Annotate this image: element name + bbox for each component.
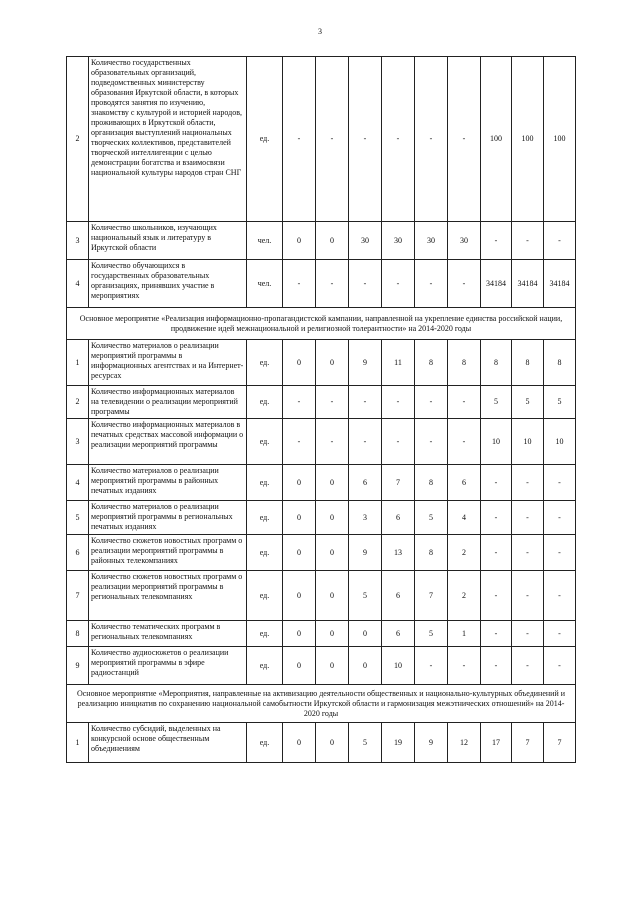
value-cell: 9 bbox=[415, 723, 448, 763]
value-cell: - bbox=[283, 419, 316, 465]
value-cell: 6 bbox=[382, 621, 415, 647]
section-header-row bbox=[67, 685, 576, 723]
row-number: 3 bbox=[67, 419, 89, 465]
indicator-name: Количество аудиосюжетов о реализации мероприятий программы в эфире радиостанций bbox=[89, 647, 247, 685]
section-header-row bbox=[67, 308, 576, 340]
value-cell: - bbox=[512, 535, 544, 571]
value-cell: 0 bbox=[283, 621, 316, 647]
value-cell: 5 bbox=[349, 571, 382, 621]
indicator-name: Количество информационных материалов в печатных средствах массовой информации о реализации мероприятий программы bbox=[89, 419, 247, 465]
value-cell: 30 bbox=[415, 222, 448, 260]
table-row bbox=[67, 57, 576, 222]
indicator-name: Количество тематических программ в региональных телекомпаниях bbox=[89, 621, 247, 647]
value-cell: 0 bbox=[283, 340, 316, 386]
value-cell: - bbox=[382, 386, 415, 419]
value-cell: 100 bbox=[544, 57, 576, 222]
value-cell: - bbox=[448, 419, 481, 465]
value-cell: - bbox=[283, 260, 316, 308]
value-cell: 4 bbox=[448, 501, 481, 535]
table-row bbox=[67, 571, 576, 621]
unit-of-measure: ед. bbox=[247, 621, 283, 647]
table-row bbox=[67, 535, 576, 571]
indicator-name: Количество сюжетов новостных программ о реализации мероприятий программы в региональных телекомпаниях bbox=[89, 571, 247, 621]
value-cell: 30 bbox=[382, 222, 415, 260]
indicator-name: Количество субсидий, выделенных на конкурсной основе общественным объединениям bbox=[89, 723, 247, 763]
unit-of-measure: ед. bbox=[247, 571, 283, 621]
value-cell: 6 bbox=[448, 465, 481, 501]
value-cell: 2 bbox=[448, 535, 481, 571]
value-cell: 8 bbox=[415, 340, 448, 386]
value-cell: - bbox=[481, 571, 512, 621]
value-cell: - bbox=[512, 647, 544, 685]
table-row bbox=[67, 621, 576, 647]
indicator-name: Количество информационных материалов на телевидении о реализации мероприятий программы bbox=[89, 386, 247, 419]
value-cell: - bbox=[382, 260, 415, 308]
value-cell: 7 bbox=[544, 723, 576, 763]
row-number: 3 bbox=[67, 222, 89, 260]
table-row bbox=[67, 222, 576, 260]
value-cell: - bbox=[481, 465, 512, 501]
indicator-name: Количество материалов о реализации мероприятий программы в информационных агентствах и на Интернет-ресурсах bbox=[89, 340, 247, 386]
value-cell: 19 bbox=[382, 723, 415, 763]
value-cell: - bbox=[349, 419, 382, 465]
value-cell: 0 bbox=[349, 647, 382, 685]
indicator-name: Количество обучающихся в государственных образовательных организациях, принявших участие в мероприятиях bbox=[89, 260, 247, 308]
value-cell: 30 bbox=[448, 222, 481, 260]
value-cell: - bbox=[481, 222, 512, 260]
value-cell: 5 bbox=[415, 621, 448, 647]
unit-of-measure: ед. bbox=[247, 419, 283, 465]
table-body bbox=[67, 57, 576, 763]
value-cell: 30 bbox=[349, 222, 382, 260]
value-cell: - bbox=[481, 501, 512, 535]
value-cell: 7 bbox=[415, 571, 448, 621]
row-number: 9 bbox=[67, 647, 89, 685]
row-number: 4 bbox=[67, 465, 89, 501]
table-row bbox=[67, 501, 576, 535]
value-cell: 7 bbox=[512, 723, 544, 763]
value-cell: - bbox=[316, 419, 349, 465]
row-number: 2 bbox=[67, 386, 89, 419]
value-cell: - bbox=[415, 57, 448, 222]
value-cell: 17 bbox=[481, 723, 512, 763]
unit-of-measure: ед. bbox=[247, 386, 283, 419]
value-cell: - bbox=[544, 535, 576, 571]
value-cell: - bbox=[283, 57, 316, 222]
value-cell: 9 bbox=[349, 535, 382, 571]
value-cell: - bbox=[448, 260, 481, 308]
value-cell: 3 bbox=[349, 501, 382, 535]
value-cell: 0 bbox=[316, 465, 349, 501]
value-cell: 0 bbox=[283, 647, 316, 685]
value-cell: - bbox=[349, 386, 382, 419]
value-cell: 0 bbox=[349, 621, 382, 647]
table-row bbox=[67, 465, 576, 501]
value-cell: - bbox=[415, 419, 448, 465]
value-cell: 0 bbox=[316, 535, 349, 571]
value-cell: 0 bbox=[283, 723, 316, 763]
row-number: 5 bbox=[67, 501, 89, 535]
unit-of-measure: ед. bbox=[247, 340, 283, 386]
value-cell: 5 bbox=[544, 386, 576, 419]
row-number: 2 bbox=[67, 57, 89, 222]
value-cell: - bbox=[544, 647, 576, 685]
value-cell: 1 bbox=[448, 621, 481, 647]
value-cell: - bbox=[481, 647, 512, 685]
value-cell: - bbox=[544, 621, 576, 647]
value-cell: 12 bbox=[448, 723, 481, 763]
value-cell: - bbox=[512, 222, 544, 260]
value-cell: 11 bbox=[382, 340, 415, 386]
value-cell: - bbox=[382, 419, 415, 465]
value-cell: 5 bbox=[415, 501, 448, 535]
unit-of-measure: ед. bbox=[247, 647, 283, 685]
value-cell: 100 bbox=[512, 57, 544, 222]
value-cell: - bbox=[448, 386, 481, 419]
table-row bbox=[67, 723, 576, 763]
value-cell: - bbox=[349, 57, 382, 222]
indicator-name: Количество школьников, изучающих национальный язык и литературу в Иркутской области bbox=[89, 222, 247, 260]
value-cell: - bbox=[512, 621, 544, 647]
table-row bbox=[67, 340, 576, 386]
row-number: 1 bbox=[67, 340, 89, 386]
value-cell: - bbox=[283, 386, 316, 419]
value-cell: - bbox=[415, 386, 448, 419]
value-cell: 5 bbox=[481, 386, 512, 419]
value-cell: 5 bbox=[349, 723, 382, 763]
unit-of-measure: ед. bbox=[247, 535, 283, 571]
value-cell: 8 bbox=[415, 535, 448, 571]
row-number: 7 bbox=[67, 571, 89, 621]
value-cell: - bbox=[544, 571, 576, 621]
value-cell: - bbox=[316, 386, 349, 419]
unit-of-measure: чел. bbox=[247, 222, 283, 260]
value-cell: - bbox=[448, 647, 481, 685]
value-cell: 0 bbox=[316, 723, 349, 763]
value-cell: - bbox=[544, 501, 576, 535]
indicator-name: Количество материалов о реализации мероприятий программы в районных печатных изданиях bbox=[89, 465, 247, 501]
value-cell: 7 bbox=[382, 465, 415, 501]
value-cell: 0 bbox=[316, 647, 349, 685]
value-cell: - bbox=[382, 57, 415, 222]
value-cell: - bbox=[544, 465, 576, 501]
unit-of-measure: ед. bbox=[247, 465, 283, 501]
value-cell: 0 bbox=[283, 571, 316, 621]
indicator-name: Количество государственных образовательных организаций, подведомственных министерству образования Иркутской области, в которых проводятся занятия по изучению, знакомству с культурой и историей народов, проживающих в Иркутской области, организация выступлений национальных творческих коллективов, представителей творческой интеллигенции с целью демонстрации богатства и взаимосвязи национальной культуры народов стран СНГ bbox=[89, 57, 247, 222]
value-cell: 10 bbox=[512, 419, 544, 465]
value-cell: 13 bbox=[382, 535, 415, 571]
value-cell: 8 bbox=[448, 340, 481, 386]
row-number: 8 bbox=[67, 621, 89, 647]
value-cell: - bbox=[316, 57, 349, 222]
value-cell: - bbox=[415, 260, 448, 308]
value-cell: 6 bbox=[382, 571, 415, 621]
value-cell: 10 bbox=[481, 419, 512, 465]
value-cell: - bbox=[316, 260, 349, 308]
table-row bbox=[67, 419, 576, 465]
value-cell: 6 bbox=[349, 465, 382, 501]
value-cell: 100 bbox=[481, 57, 512, 222]
table-row bbox=[67, 260, 576, 308]
unit-of-measure: ед. bbox=[247, 57, 283, 222]
value-cell: 34184 bbox=[481, 260, 512, 308]
value-cell: 6 bbox=[382, 501, 415, 535]
value-cell: 34184 bbox=[544, 260, 576, 308]
table-row bbox=[67, 386, 576, 419]
value-cell: 5 bbox=[512, 386, 544, 419]
unit-of-measure: ед. bbox=[247, 501, 283, 535]
indicator-name: Количество сюжетов новостных программ о реализации мероприятий программы в районных телекомпаниях bbox=[89, 535, 247, 571]
value-cell: - bbox=[512, 501, 544, 535]
indicator-name: Количество материалов о реализации мероприятий программы в региональных печатных изданиях bbox=[89, 501, 247, 535]
value-cell: - bbox=[512, 465, 544, 501]
value-cell: - bbox=[349, 260, 382, 308]
value-cell: 0 bbox=[283, 465, 316, 501]
value-cell: - bbox=[512, 571, 544, 621]
section-title: Основное мероприятие «Мероприятия, направленные на активизацию деятельности общественных и национально-культурных объединений и реализацию инициатив по сохранению национальной самобытности Иркутской области и гармонизация межэтнических отношений» на 2014-2020 годы bbox=[67, 685, 576, 723]
indicators-table bbox=[66, 56, 576, 763]
value-cell: 0 bbox=[316, 222, 349, 260]
row-number: 1 bbox=[67, 723, 89, 763]
value-cell: 8 bbox=[481, 340, 512, 386]
value-cell: 9 bbox=[349, 340, 382, 386]
value-cell: 8 bbox=[415, 465, 448, 501]
value-cell: - bbox=[481, 621, 512, 647]
value-cell: 0 bbox=[316, 571, 349, 621]
value-cell: - bbox=[544, 222, 576, 260]
value-cell: 2 bbox=[448, 571, 481, 621]
value-cell: 0 bbox=[316, 340, 349, 386]
page-number: 3 bbox=[318, 27, 322, 36]
value-cell: - bbox=[448, 57, 481, 222]
value-cell: 0 bbox=[283, 535, 316, 571]
row-number: 6 bbox=[67, 535, 89, 571]
unit-of-measure: ед. bbox=[247, 723, 283, 763]
unit-of-measure: чел. bbox=[247, 260, 283, 308]
value-cell: - bbox=[481, 535, 512, 571]
value-cell: 10 bbox=[544, 419, 576, 465]
section-title: Основное мероприятие «Реализация информационно-пропагандистской кампании, направленной на укрепление единства российской нации, продвижение идей межнациональной и религиозной толерантности» на 2014-2020 годы bbox=[67, 308, 576, 340]
value-cell: 0 bbox=[283, 222, 316, 260]
value-cell: 0 bbox=[316, 621, 349, 647]
value-cell: 0 bbox=[283, 501, 316, 535]
value-cell: 10 bbox=[382, 647, 415, 685]
row-number: 4 bbox=[67, 260, 89, 308]
value-cell: 8 bbox=[512, 340, 544, 386]
table-row bbox=[67, 647, 576, 685]
value-cell: - bbox=[415, 647, 448, 685]
value-cell: 0 bbox=[316, 501, 349, 535]
value-cell: 8 bbox=[544, 340, 576, 386]
value-cell: 34184 bbox=[512, 260, 544, 308]
